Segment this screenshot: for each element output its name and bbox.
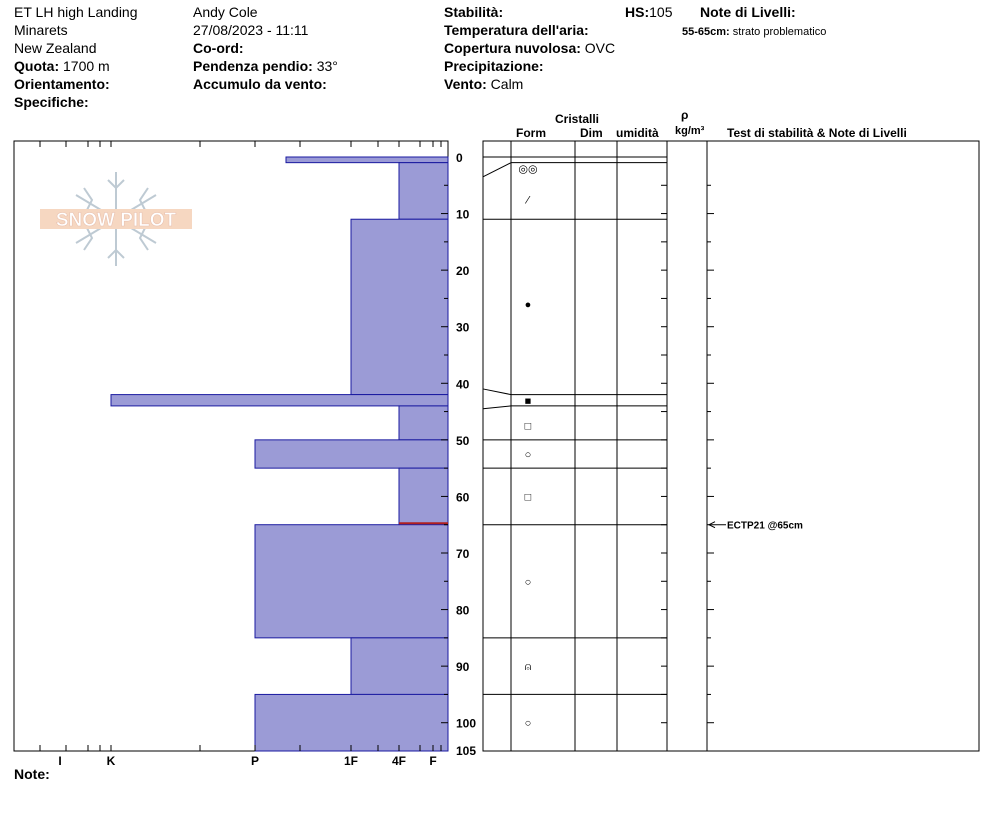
hardness-layer-bar (399, 163, 448, 220)
layer-notes-label: Note di Livelli: (700, 4, 796, 20)
air-temp-label: Temperatura dell'aria: (444, 22, 589, 38)
watermark-text: SNOW PILOT (55, 210, 177, 231)
crystal-symbol: ○ (524, 717, 532, 730)
hardness-axis-labels (58, 754, 436, 768)
hardness-tick-label: K (106, 754, 116, 768)
depth-tick-label: 40 (456, 377, 470, 392)
notes-depth-ticks (661, 185, 714, 722)
observer-name: Andy Cole (193, 4, 258, 20)
aspect-label: Orientamento: (14, 76, 110, 92)
hardness-layer-bar (351, 219, 448, 394)
wind-loading-label: Accumulo da vento: (193, 76, 327, 92)
hardness-tick-label: I (58, 754, 62, 768)
hardness-layers (111, 157, 448, 751)
depth-tick-label: 100 (456, 716, 477, 731)
crystal-symbol: ◎◎ (518, 163, 538, 176)
slope-value: 33° (316, 58, 338, 74)
crystal-symbol: ■ (524, 395, 532, 408)
depth-tick-label: 50 (456, 433, 470, 448)
depth-tick-label: 80 (456, 603, 470, 618)
precip-label: Precipitazione: (444, 58, 544, 74)
wind-value: Calm (490, 76, 524, 92)
depth-tick-label: 60 (456, 490, 470, 505)
depth-tick-label: 20 (456, 264, 470, 279)
moisture-header: umidità (616, 126, 659, 140)
location-name: ET LH high Landing (14, 4, 138, 20)
crystal-symbol: □ (524, 491, 532, 504)
layer-connector (483, 389, 511, 395)
sky-label: Copertura nuvolosa: (444, 40, 581, 56)
layer-connectors (483, 157, 511, 694)
hardness-layer-bar (286, 157, 448, 163)
stability-label: Stabilità: (444, 4, 504, 20)
hardness-layer-bar (351, 638, 448, 695)
hs-label: HS: (625, 4, 650, 20)
layer-note-text: strato problematico (732, 26, 827, 38)
depth-tick-label: 30 (456, 320, 470, 335)
hardness-tick-label: 1F (343, 754, 359, 768)
hardness-layer-bar (399, 406, 448, 440)
hardness-layer-bar (255, 525, 448, 638)
sky-value: OVC (584, 40, 616, 56)
layer-connector (483, 406, 511, 409)
elevation-value: 1700 m (63, 58, 110, 74)
elevation-label: Quota: (14, 58, 60, 74)
hardness-layer-bar (255, 694, 448, 751)
size-header: Dim (580, 126, 603, 140)
wind-label: Vento: (444, 76, 487, 92)
hardness-tick-label: 4F (391, 754, 407, 768)
depth-tick-label: 10 (456, 207, 470, 222)
country-name: New Zealand (14, 40, 97, 56)
crystal-table-frame (483, 141, 979, 751)
depth-tick-label: 0 (456, 151, 463, 165)
hardness-tick-label: F (429, 754, 437, 768)
form-header: Form (516, 126, 546, 140)
test-label: ECTP21 @65cm (727, 520, 803, 532)
crystal-symbol: ⁄ (527, 194, 529, 207)
crystal-row-lines (511, 157, 667, 694)
notes-label: Note: (14, 766, 50, 782)
snowpilot-watermark (40, 172, 192, 266)
observation-datetime: 27/08/2023 - 11:11 (193, 22, 309, 38)
crystal-symbol: ⍝ (524, 661, 532, 674)
layer-note-range: 55-65cm: (682, 26, 730, 38)
slope-label: Pendenza pendio: (193, 58, 313, 74)
hardness-layer-bar (111, 395, 448, 406)
hs-value: 105 (649, 4, 673, 20)
depth-tick-label: 90 (456, 660, 470, 675)
hardness-layer-bar (399, 468, 448, 525)
depth-tick-label: 105 (456, 744, 477, 758)
crystal-symbol: □ (524, 420, 532, 433)
crystal-symbol: ○ (524, 576, 532, 589)
depth-tick-label: 70 (456, 547, 470, 561)
layer-connector (483, 163, 511, 177)
rho-header: ρ (681, 108, 689, 122)
tests-notes-header: Test di stabilità & Note di Livelli (727, 126, 907, 140)
stability-tests (709, 521, 803, 532)
specifics-label: Specifiche: (14, 94, 89, 110)
crystals-header: Cristalli (555, 112, 600, 126)
crystal-table-columns (511, 141, 707, 751)
coord-label: Co-ord: (193, 40, 244, 56)
crystal-symbol: ○ (524, 449, 532, 461)
hardness-tick-label: P (250, 754, 260, 768)
density-unit-header: kg/m³ (675, 125, 705, 137)
range-name: Minarets (14, 22, 68, 38)
crystal-symbol: ● (524, 299, 532, 312)
hardness-layer-bar (255, 440, 448, 468)
crystal-symbols (518, 163, 537, 729)
